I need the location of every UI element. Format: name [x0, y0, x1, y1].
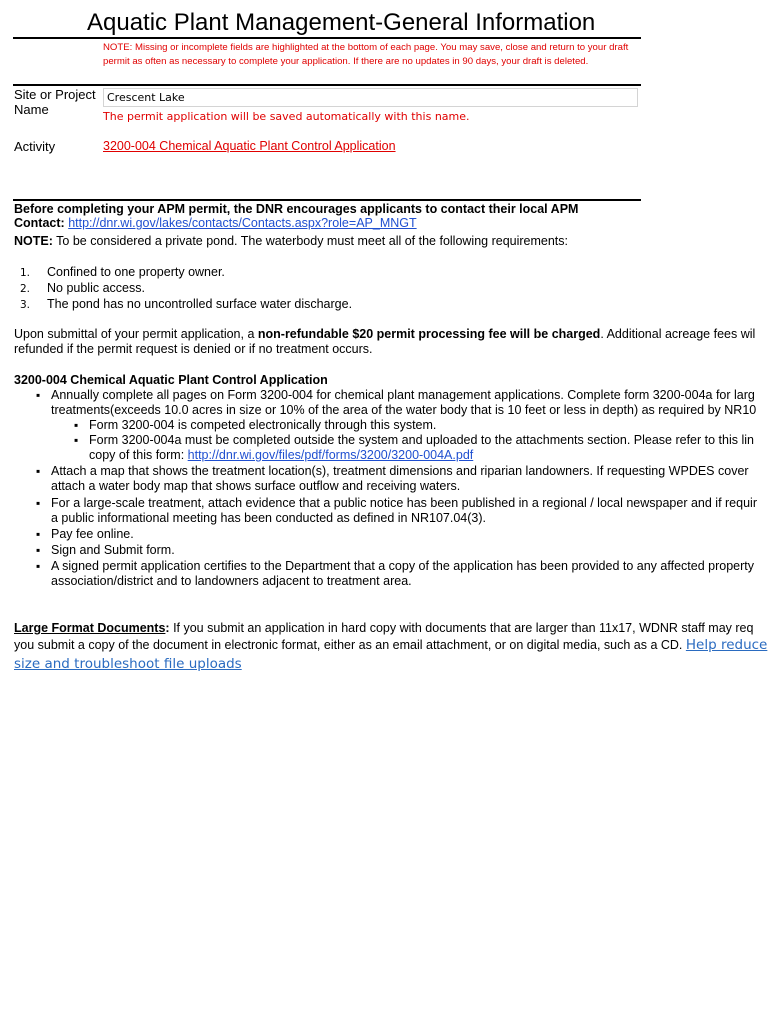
activity-label: Activity	[14, 139, 56, 154]
fee-pre: Upon submittal of your permit application, a	[14, 327, 258, 341]
site-name-field[interactable]: Crescent Lake	[103, 88, 638, 107]
troubleshoot-uploads-link[interactable]: size and troubleshoot file uploads	[14, 656, 242, 672]
contact-heading: Before completing your APM permit, the DNR encourages applicants to contact their local APM	[14, 202, 579, 216]
form-divider	[13, 84, 641, 86]
contact-label: Contact:	[14, 216, 65, 230]
help-reduce-link[interactable]: Help reduce	[685, 638, 768, 653]
private-pond-note	[14, 234, 568, 249]
list-item	[10, 281, 145, 297]
bullet-icon: ▪	[36, 543, 41, 557]
bullet-certify-line2: association/district and to landowners adjacent to treatment area.	[51, 574, 412, 588]
large-format-line3	[14, 655, 242, 673]
fee-bold: non-refundable $20 permit processing fee will be charged	[257, 327, 601, 341]
bullet-icon: ▪	[36, 496, 41, 510]
large-format-label: Large Format Documents	[14, 621, 166, 635]
site-name-hint: The permit application will be saved automatically with this name.	[103, 110, 470, 123]
bullet-icon: ▪	[74, 418, 79, 432]
large-format-line1	[14, 621, 770, 636]
bullet-pay-fee: Pay fee online.	[51, 527, 134, 541]
fee-paragraph-line2: refunded if the permit request is denied or if no treatment occurs.	[14, 342, 373, 356]
list-text: Confined to one property owner.	[47, 265, 225, 279]
bullet-icon: ▪	[36, 559, 41, 573]
list-text: No public access.	[47, 281, 145, 295]
application-heading: 3200-004 Chemical Aquatic Plant Control Application	[14, 373, 328, 387]
sub-bullet-electronic: Form 3200-004 is competed electronically through this system.	[89, 418, 437, 432]
bullet-icon: ▪	[36, 388, 41, 402]
sub-bullet-upload-line2	[89, 448, 473, 463]
form-copy-text: copy of this form:	[89, 448, 188, 462]
list-text: The pond has no uncontrolled surface water discharge.	[47, 297, 353, 311]
bullet-icon: ▪	[36, 464, 41, 478]
bullet-notice-line1: For a large-scale treatment, attach evidence that a public notice has been published in a regional / local newspaper and if requir	[51, 496, 757, 510]
large-format-line2	[14, 638, 770, 653]
activity-link[interactable]: 3200-004 Chemical Aquatic Plant Control Application	[103, 139, 396, 153]
page-title: Aquatic Plant Management-General Information	[87, 9, 596, 36]
bullet-icon: ▪	[74, 433, 79, 447]
title-divider	[13, 37, 641, 39]
bullet-icon: ▪	[36, 527, 41, 541]
site-label-line1: Site or Project	[14, 87, 96, 102]
section-divider	[13, 199, 641, 201]
large-format-colon: :	[165, 621, 170, 635]
note-label: NOTE:	[14, 234, 53, 248]
note-text: To be considered a private pond. The waterbody must meet all of the following requirements:	[56, 234, 568, 248]
list-number: 1.	[19, 267, 30, 279]
form-3200-004a-link[interactable]: http://dnr.wi.gov/files/pdf/forms/3200/3200-004A.pdf	[187, 448, 474, 462]
contact-link[interactable]: http://dnr.wi.gov/lakes/contacts/Contacts.aspx?role=AP_MNGT	[68, 216, 417, 230]
bullet-certify-line1: A signed permit application certifies to the Department that a copy of the application has been provided to any affected property	[51, 559, 754, 573]
large-format-text: If you submit an application in hard copy with documents that are larger than 11x17, WDNR staff may req	[169, 621, 754, 635]
bullet-sign-submit: Sign and Submit form.	[51, 543, 175, 557]
fee-post: . Additional acreage fees wil	[600, 327, 756, 341]
sub-bullet-upload-line1: Form 3200-004a must be completed outside the system and uploaded to the attachments section. Please refer to this lin	[89, 433, 754, 447]
bullet-notice-line2: a public informational meeting has been conducted as defined in NR107.04(3).	[51, 511, 486, 525]
list-number: 3.	[19, 299, 30, 311]
list-item	[10, 265, 225, 281]
fee-paragraph-line1	[14, 327, 770, 342]
bullet-map-line2: attach a water body map that shows surface outflow and receiving waters.	[51, 479, 461, 493]
draft-note-line1: NOTE: Missing or incomplete fields are highlighted at the bottom of each page. You may save, close and return to your draft	[103, 42, 629, 53]
large-format-text-2: you submit a copy of the document in electronic format, either as an email attachment, or on digital media, such as a CD.	[14, 638, 686, 652]
contact-line	[14, 216, 417, 231]
list-number: 2.	[19, 283, 30, 295]
bullet-map-line1: Attach a map that shows the treatment location(s), treatment dimensions and riparian landowners. If requesting WPDES cover	[51, 464, 749, 478]
site-label-line2: Name	[14, 102, 49, 117]
bullet-annual-line1: Annually complete all pages on Form 3200-004 for chemical plant management applications. Complete form 3200-004a for larg	[51, 388, 755, 402]
list-item	[10, 297, 352, 313]
site-label	[14, 87, 96, 117]
bullet-annual-line2: treatments(exceeds 10.0 acres in size or 10% of the area of the water body that is 10 feet or less in depth) as required by NR10	[51, 403, 757, 417]
draft-note-line2: permit as often as necessary to complete your application. If there are no updates in 90 days, your draft is deleted.	[103, 56, 589, 67]
